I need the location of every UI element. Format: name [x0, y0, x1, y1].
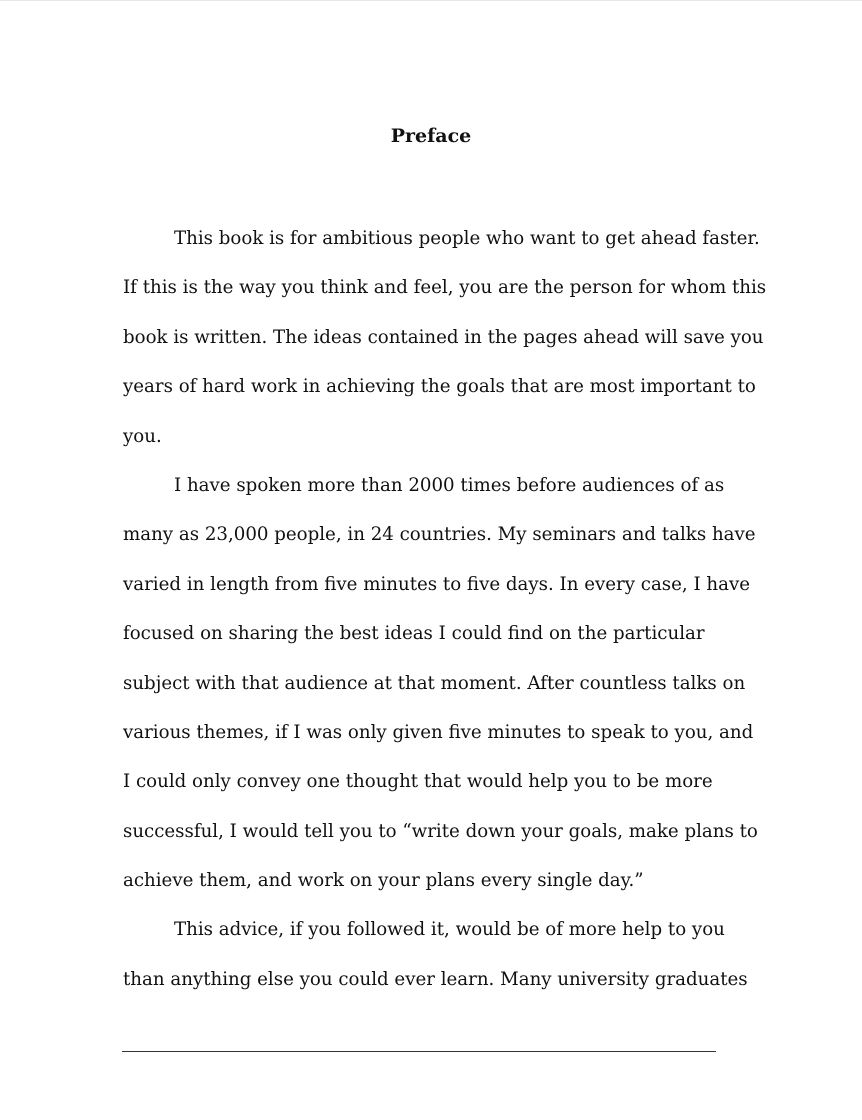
text-line: focused on sharing the best ideas I could find on the particular [123, 623, 705, 645]
page-title: Preface [390, 125, 472, 147]
footnote-separator [122, 1051, 716, 1052]
text-line: years of hard work in achieving the goals that are most important to [123, 376, 756, 398]
paragraph [123, 221, 767, 468]
paragraph [123, 912, 748, 1011]
text-line: This advice, if you followed it, would be of more help to you [174, 919, 725, 941]
text-line: book is written. The ideas contained in the pages ahead will save you [123, 326, 764, 348]
text-line: successful, I would tell you to “write down your goals, make plans to [123, 820, 758, 842]
text-line: achieve them, and work on your plans every single day.” [123, 870, 644, 892]
text-line: I have spoken more than 2000 times before audiences of as [174, 474, 725, 496]
text-line: If this is the way you think and feel, you are the person for whom this [123, 277, 767, 299]
text-line: many as 23,000 people, in 24 countries. My seminars and talks have [123, 524, 756, 546]
text-line: you. [123, 425, 162, 447]
text-line: varied in length from five minutes to five days. In every case, I have [123, 573, 751, 595]
text-line: I could only convey one thought that would help you to be more [123, 771, 713, 793]
body-text [123, 221, 767, 1011]
paragraph [123, 468, 758, 913]
text-line: various themes, if I was only given five minutes to speak to you, and [123, 721, 754, 743]
text-line: subject with that audience at that moment. After countless talks on [123, 672, 746, 694]
text-line: This book is for ambitious people who want to get ahead faster. [174, 228, 760, 249]
text-line: than anything else you could ever learn. Many university graduates [123, 968, 748, 990]
